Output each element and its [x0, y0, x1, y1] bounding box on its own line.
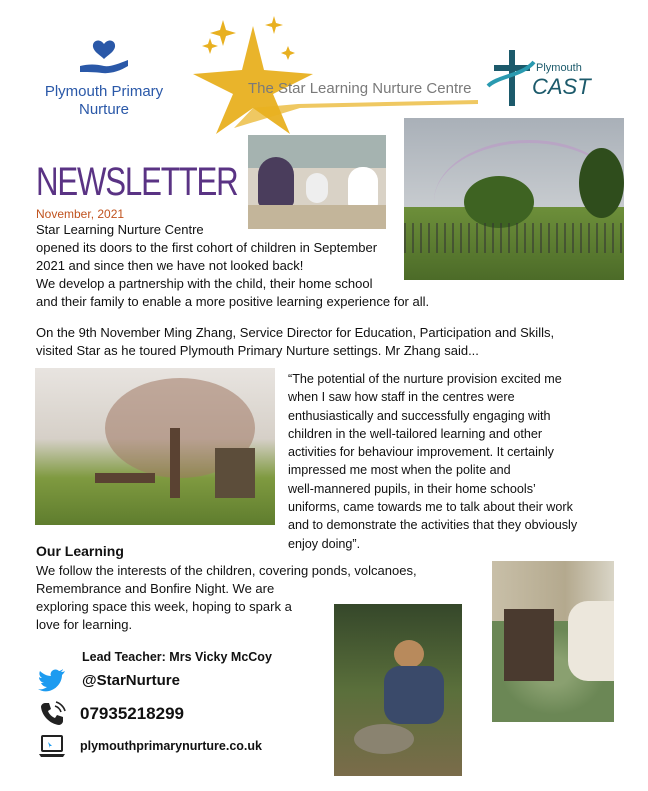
learning-paragraph — [36, 562, 436, 634]
learning-line: exploring space this week, hoping to spark a — [36, 599, 292, 614]
learning-line: We follow the interests of the children, covering ponds, volcanoes, — [36, 563, 417, 578]
phone-icon — [38, 700, 66, 728]
visit-paragraph — [36, 324, 616, 360]
quote-line: activities for behaviour improvement. It certainly — [288, 445, 554, 460]
quote-line: impressed me most when the polite and — [288, 463, 511, 478]
visit-line: visited Star as he toured Plymouth Primary Nurture settings. Mr Zhang said... — [36, 343, 479, 358]
quote-line: enthusiastically and successfully engaging with — [288, 408, 551, 423]
logo-line-1: Plymouth Primary — [44, 83, 164, 100]
phone-number[interactable]: 07935218299 — [80, 704, 185, 723]
logo-line-2: Nurture — [78, 101, 130, 118]
twitter-row — [38, 668, 180, 692]
photo-outdoor-tree-area — [35, 368, 275, 525]
plymouth-primary-nurture-logo — [38, 38, 170, 124]
cast-line-1: Plymouth — [536, 62, 582, 74]
learning-line: Remembrance and Bonfire Night. We are — [36, 581, 275, 596]
lead-teacher: Lead Teacher: Mrs Vicky McCoy — [82, 650, 272, 664]
website-row — [38, 734, 262, 758]
photo-children-at-table — [248, 135, 386, 229]
cast-line-2: CAST — [532, 74, 591, 99]
newsletter-title: NEWSLETTER — [36, 160, 238, 204]
photo-child-with-volcano — [492, 561, 614, 722]
intro-paragraph — [36, 221, 456, 311]
quote-line: enjoy doing”. — [288, 536, 361, 551]
learning-line: love for learning. — [36, 617, 133, 632]
website-link[interactable]: plymouthprimarynurture.co.uk — [80, 739, 262, 753]
twitter-handle[interactable]: @StarNurture — [82, 671, 180, 689]
intro-line: We develop a partnership with the child, their home school — [36, 276, 373, 291]
quote-line: when I saw how staff in the centres were — [288, 390, 515, 405]
intro-line: and their family to enable a more positive learning experience for all. — [36, 294, 430, 309]
star-centre-name: The Star Learning Nurture Centre — [248, 80, 472, 97]
laptop-icon — [38, 734, 66, 758]
our-learning-heading: Our Learning — [36, 543, 124, 559]
twitter-icon — [38, 668, 66, 692]
intro-line: opened its doors to the first cohort of children in September — [36, 240, 378, 255]
quote-line: uniforms, came towards me to talk about their work — [288, 500, 573, 515]
intro-line: 2021 and since then we have not looked back! — [36, 258, 304, 273]
intro-line: Star Learning Nurture Centre — [36, 222, 204, 237]
director-quote — [288, 370, 600, 553]
quote-line: children in the well-tailored learning and other — [288, 426, 543, 441]
quote-line: and to demonstrate the activities that they obviously — [288, 518, 578, 533]
quote-line: well-mannered pupils, in their home schools’ — [288, 481, 536, 496]
visit-line: On the 9th November Ming Zhang, Service Director for Education, Participation and Skills, — [36, 325, 555, 340]
heart-hand-icon — [74, 38, 134, 78]
newsletter-date: November, 2021 — [36, 207, 125, 221]
plymouth-cast-logo — [482, 46, 592, 110]
phone-row — [38, 700, 184, 728]
quote-line: “The potential of the nurture provision excited me — [288, 372, 562, 386]
